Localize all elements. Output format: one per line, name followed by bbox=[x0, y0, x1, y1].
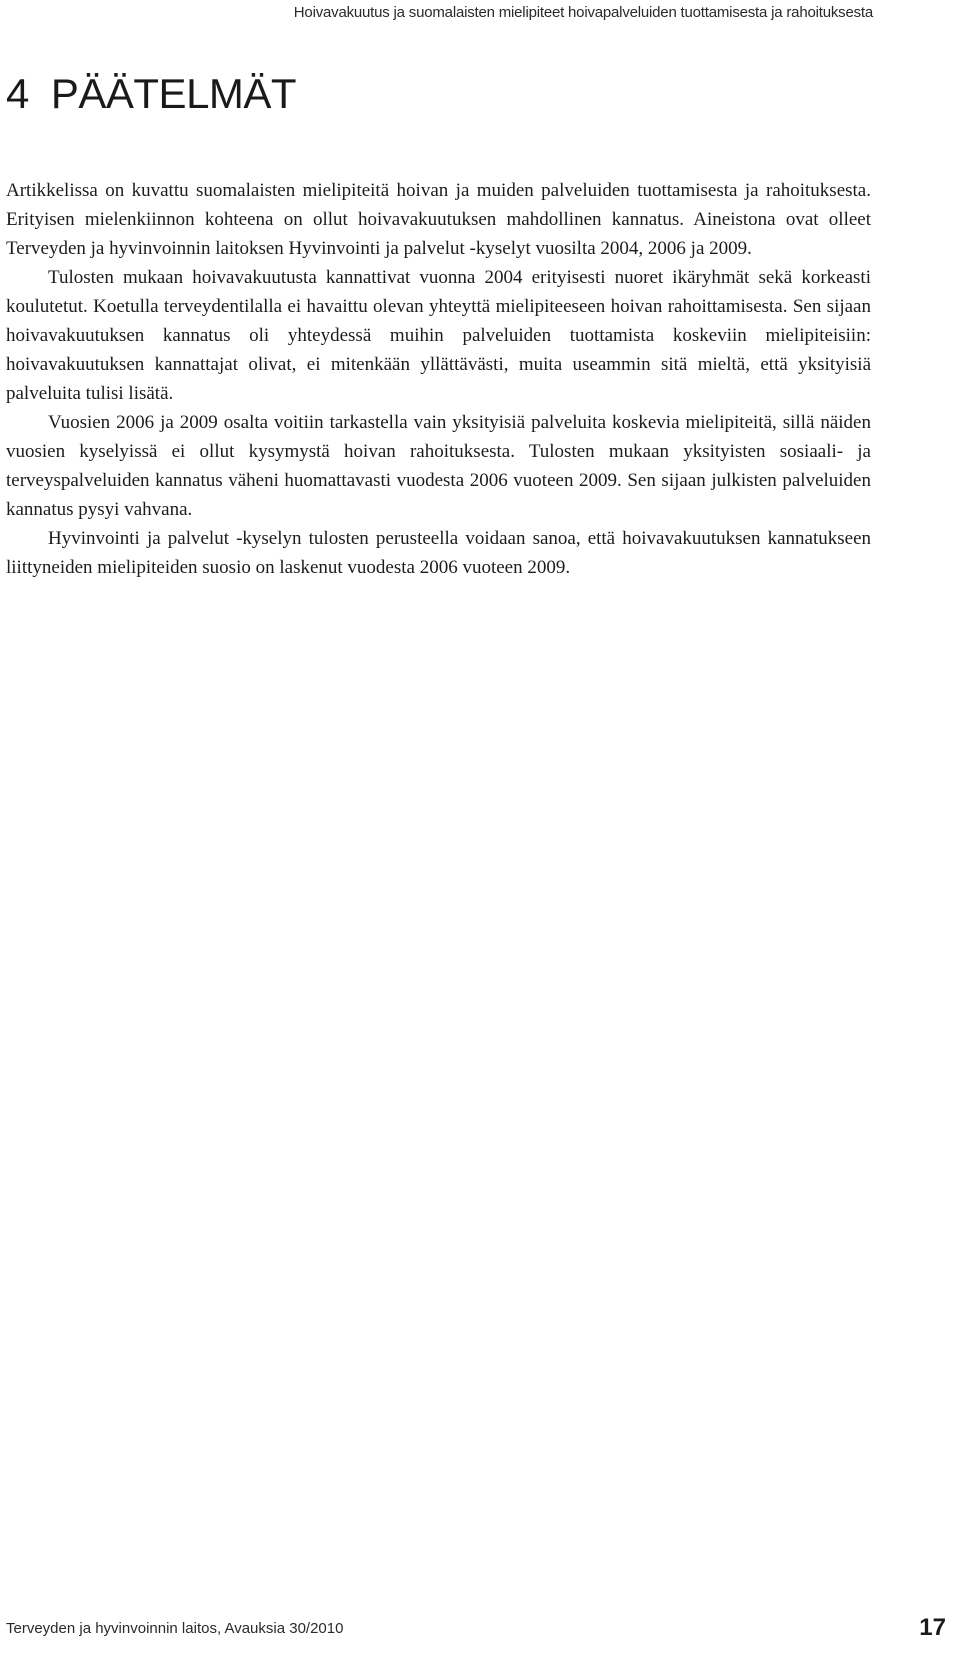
paragraph-1: Artikkelissa on kuvattu suomalaisten mielipiteitä hoivan ja muiden palveluiden tuottamisesta ja rahoituksesta. Erityisen mielenkiinnon kohteena on ollut hoivavakuutuksen mahdollinen kannatus. Aineistona ovat olleet Terveyden ja hyvinvoinnin laitoksen Hyvinvointi ja palvelut -kyselyt vuosilta 2004, 2006 ja 2009. bbox=[6, 180, 871, 259]
page-number: 17 bbox=[919, 1614, 946, 1641]
running-header: Hoivavakuutus ja suomalaisten mielipiteet hoivapalveluiden tuottamisesta ja rahoituksesta bbox=[293, 4, 873, 21]
chapter-title bbox=[6, 70, 296, 118]
chapter-title-text: PÄÄTELMÄT bbox=[50, 70, 297, 117]
paragraph-4: Hyvinvointi ja palvelut -kyselyn tulosten perusteella voidaan sanoa, että hoivavakuutuksen kannatukseen liittyneiden mielipiteiden suosio on laskenut vuodesta 2006 vuoteen 2009. bbox=[6, 528, 871, 578]
footer-publication: Terveyden ja hyvinvoinnin laitos, Avauksia 30/2010 bbox=[6, 1620, 344, 1637]
chapter-number: 4 bbox=[6, 70, 29, 117]
paragraph-3: Vuosien 2006 ja 2009 osalta voitiin tarkastella vain yksityisiä palveluita koskevia mielipiteitä, sillä näiden vuosien kyselyissä ei ollut kysymystä hoivan rahoituksesta. Tulosten mukaan yksityisten sosiaali- ja terveyspalveluiden kannatus väheni huomattavasti vuodesta 2006 vuoteen 2009. Sen sijaan julkisten palveluiden kannatus pysyi vahvana. bbox=[6, 412, 871, 520]
paragraph-2: Tulosten mukaan hoivavakuutusta kannattivat vuonna 2004 erityisesti nuoret ikäryhmät sekä korkeasti koulutetut. Koetulla terveydentilalla ei havaittu olevan yhteyttä mielipiteeseen hoivan rahoittamisesta. Sen sijaan hoivavakuutuksen kannatus oli yhteydessä muihin palveluiden tuottamista koskeviin mielipiteisiin: hoivavakuutuksen kannattajat olivat, ei mitenkään yllättävästi, muita useammin sitä mieltä, että yksityisiä palveluita tulisi lisätä. bbox=[6, 267, 871, 404]
body-text bbox=[6, 176, 871, 582]
